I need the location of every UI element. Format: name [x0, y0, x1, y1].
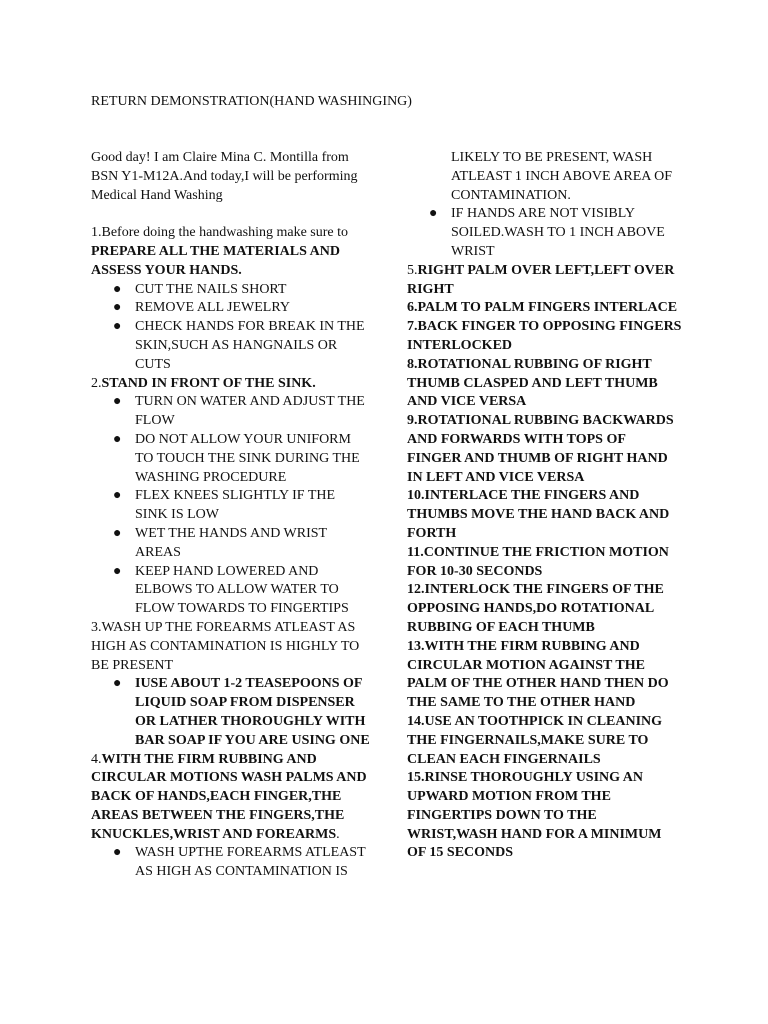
step-3: 3.WASH UP THE FOREARMS ATLEAST AS HIGH AS CONTAMINATION IS HIGHLY TO BE PRESENT	[91, 619, 360, 673]
list-item: ● CUT THE NAILS SHORT	[91, 281, 371, 300]
continued-text-clone: LIKELY TO BE PRESENT, WASH ATLEAST 1 INCH ABOVE AREA OF CONTAMINATION.	[451, 150, 673, 203]
list-item: ● WET THE HANDS AND WRIST AREAS	[113, 525, 327, 560]
list-item: ● IUSE ABOUT 1-2 TEASEPOONS OF LIQUID SOAP FROM DISPENSER OR LATHER THOROUGHLY WITH BAR SOAP IF YOU ARE USING ONE	[113, 676, 370, 748]
step-4: 4.WITH THE FIRM RUBBING AND CIRCULAR MOTIONS WASH PALMS AND BACK OF HANDS,EACH FINGER,THE AREAS BETWEEN THE FINGERS,THE KNUCKLES,WRIST AND FOREARMS.	[91, 751, 367, 842]
bullet-icon: ●	[113, 676, 122, 692]
step-14: 14.USE AN TOOTHPICK IN CLEANING THE FINGERNAILS,MAKE SURE TO CLEAN EACH FINGERNAILS	[407, 713, 663, 767]
right-column	[407, 149, 682, 863]
step-13: 13.WITH THE FIRM RUBBING AND CIRCULAR MOTION AGAINST THE PALM OF THE OTHER HAND THEN DO THE SAME TO THE OTHER HAND	[407, 638, 669, 711]
step-12: 12.INTERLOCK THE FINGERS OF THE OPPOSING HANDS,DO ROTATIONAL RUBBING OF EACH THUMB	[407, 582, 664, 635]
list-item: ● FLEX KNEES SLIGHTLY IF THE SINK IS LOW	[113, 488, 336, 523]
step-6: 6.PALM TO PALM FINGERS INTERLACE	[407, 300, 678, 316]
step-10: 10.INTERLACE THE FINGERS AND THUMBS MOVE THE HAND BACK AND FORTH	[407, 488, 670, 541]
list-item	[91, 844, 371, 882]
left-column	[91, 149, 371, 882]
step-15: 15.RINSE THOROUGHLY USING AN UPWARD MOTION FROM THE FINGERTIPS DOWN TO THE WRIST,WASH HAND FOR A MINIMUM OF 15 SECONDS	[407, 770, 662, 861]
step-9: 9.ROTATIONAL RUBBING BACKWARDS AND FORWARDS WITH TOPS OF FINGER AND THUMB OF RIGHT HAND IN LEFT AND VICE VERSA	[407, 413, 674, 485]
step-1-list	[91, 281, 371, 375]
step-4-list-continued	[407, 149, 682, 262]
bullet-icon: ●	[113, 845, 122, 861]
step-3-list	[91, 675, 371, 750]
list-item: ● KEEP HAND LOWERED AND ELBOWS TO ALLOW WATER TO FLOW TOWARDS TO FINGERTIPS	[113, 563, 349, 617]
bullet-icon: ●	[113, 319, 122, 335]
bullet-icon: ●	[113, 431, 122, 447]
step-4-list	[91, 844, 371, 882]
list-item: ● TURN ON WATER AND ADJUST THE FLOW	[113, 394, 365, 429]
list-item	[407, 149, 682, 205]
step-7: 7.BACK FINGER TO OPPOSING FINGERS INTERLOCKED	[407, 319, 682, 353]
bullet-icon: ●	[113, 525, 122, 541]
step-2-list	[91, 393, 371, 619]
step-5: 5.RIGHT PALM OVER LEFT,LEFT OVER RIGHT	[407, 262, 675, 297]
bullet-icon: ●	[113, 563, 122, 579]
continued-text: WASH UPTHE FOREARMS ATLEAST AS HIGH AS CONTAMINATION IS	[135, 845, 366, 880]
bullet-icon: ●	[113, 281, 122, 297]
document-title: RETURN DEMONSTRATION(HAND WASHINGING)	[91, 94, 412, 109]
step-1	[91, 224, 371, 280]
list-item: ● DO NOT ALLOW YOUR UNIFORM TO TOUCH THE SINK DURING THE WASHING PROCEDURE	[113, 431, 360, 485]
list-item: ● REMOVE ALL JEWELRY	[91, 299, 371, 318]
bullet-icon: ●	[113, 300, 122, 316]
list-item: ● IF HANDS ARE NOT VISIBLY SOILED.WASH TO 1 INCH ABOVE WRIST	[429, 206, 665, 259]
bullet-icon: ●	[429, 206, 438, 222]
step-1-lead: 1.Before doing the handwashing make sure to	[91, 225, 348, 241]
step-1-bold: PREPARE ALL THE MATERIALS AND ASSESS YOUR HANDS.	[91, 243, 340, 278]
bullet-icon: ●	[113, 394, 122, 410]
step-2: 2.STAND IN FRONT OF THE SINK.	[91, 375, 316, 391]
step-11: 11.CONTINUE THE FRICTION MOTION FOR 10-30 SECONDS	[407, 544, 669, 579]
step-8: 8.ROTATIONAL RUBBING OF RIGHT THUMB CLASPED AND LEFT THUMB AND VICE VERSA	[407, 356, 658, 410]
bullet-icon: ●	[113, 488, 122, 504]
intro-paragraph: Good day! I am Claire Mina C. Montilla from BSN Y1-M12A.And today,I will be performing Medical Hand Washing	[91, 150, 358, 203]
list-item: ● CHECK HANDS FOR BREAK IN THE SKIN,SUCH AS HANGNAILS OR CUTS	[113, 319, 365, 372]
